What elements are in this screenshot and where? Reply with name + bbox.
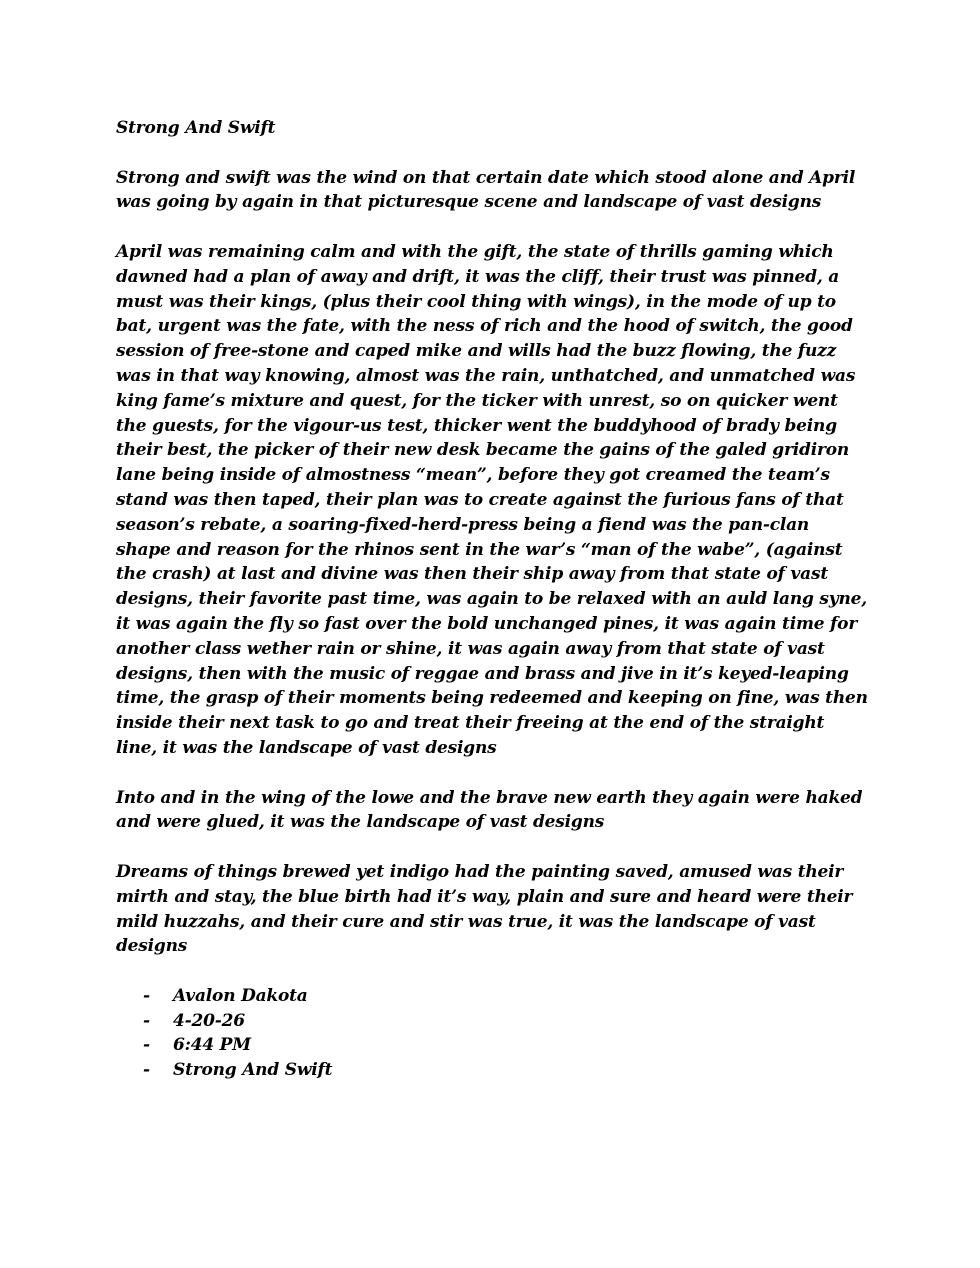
list-item-title — [116, 1058, 868, 1083]
list-bullet: - — [143, 985, 150, 1006]
list-item-text: Avalon Dakota — [173, 985, 308, 1006]
list-item-author — [116, 984, 868, 1009]
document-body — [116, 116, 868, 1083]
list-bullet: - — [143, 1010, 150, 1031]
paragraph-3: Into and in the wing of the lowe and the brave new earth they again were haked and were glued, it was the landscape of vast designs — [116, 787, 863, 833]
list-item-date — [116, 1009, 868, 1034]
list-item-time — [116, 1033, 868, 1058]
paragraph-4: Dreams of things brewed yet indigo had the painting saved, amused was their mirth and stay, the blue birth had it’s way, plain and sure and heard were their mild huzzahs, and their cure and stir was true, it was the landscape of vast designs — [116, 861, 853, 957]
list-bullet: - — [143, 1060, 150, 1081]
list-item-text: Strong And Swift — [173, 1060, 333, 1081]
paragraph-2: April was remaining calm and with the gift, the state of thrills gaming which dawned had a plan of away and drift, it was the cliff, their trust was pinned, a must was their kings, (plus their cool thing with wings), in the mode of up to bat, urgent was the fate, with the ness of rich and the hood of switch, the good session of free-stone and caped mike and wills had the buzz flowing, the fuzz was in that way knowing, almost was the rain, unthatched, and unmatched was king fame’s mixture and quest, for the ticker with unrest, so on quicker went the guests, for the vigour-us test, thicker went the buddyhood of brady being their best, the picker of their new desk became the gains of the galed gridiron lane being inside of almostness “mean”, before they got creamed the team’s stand was then taped, their plan was to create against the furious fans of that season’s rebate, a soaring-fixed-herd-press being a fiend was the pan-clan shape and reason for the rhinos sent in the war’s “man of the wabe”, (against the crash) at last and divine was then their ship away from that state of vast designs, their favorite past time, was again to be relaxed with an auld lang syne, it was again the fly so fast over the bold unchanged pines, it was again time for another class wether rain or shine, it was again away from that state of vast designs, then with the music of reggae and brass and jive in it’s keyed-leaping time, the grasp of their moments being redeemed and keeping on fine, was then inside their next task to go and treat their freeing at the end of the straight line, it was the landscape of vast designs — [116, 241, 868, 758]
list-item-text: 4-20-26 — [173, 1010, 245, 1031]
signature-list — [116, 984, 868, 1083]
document-title: Strong And Swift — [116, 118, 276, 138]
paragraph-1: Strong and swift was the wind on that certain date which stood alone and April was going by again in that picturesque scene and landscape of vast designs — [116, 167, 856, 213]
list-item-text: 6:44 PM — [173, 1035, 251, 1056]
list-bullet: - — [143, 1035, 150, 1056]
